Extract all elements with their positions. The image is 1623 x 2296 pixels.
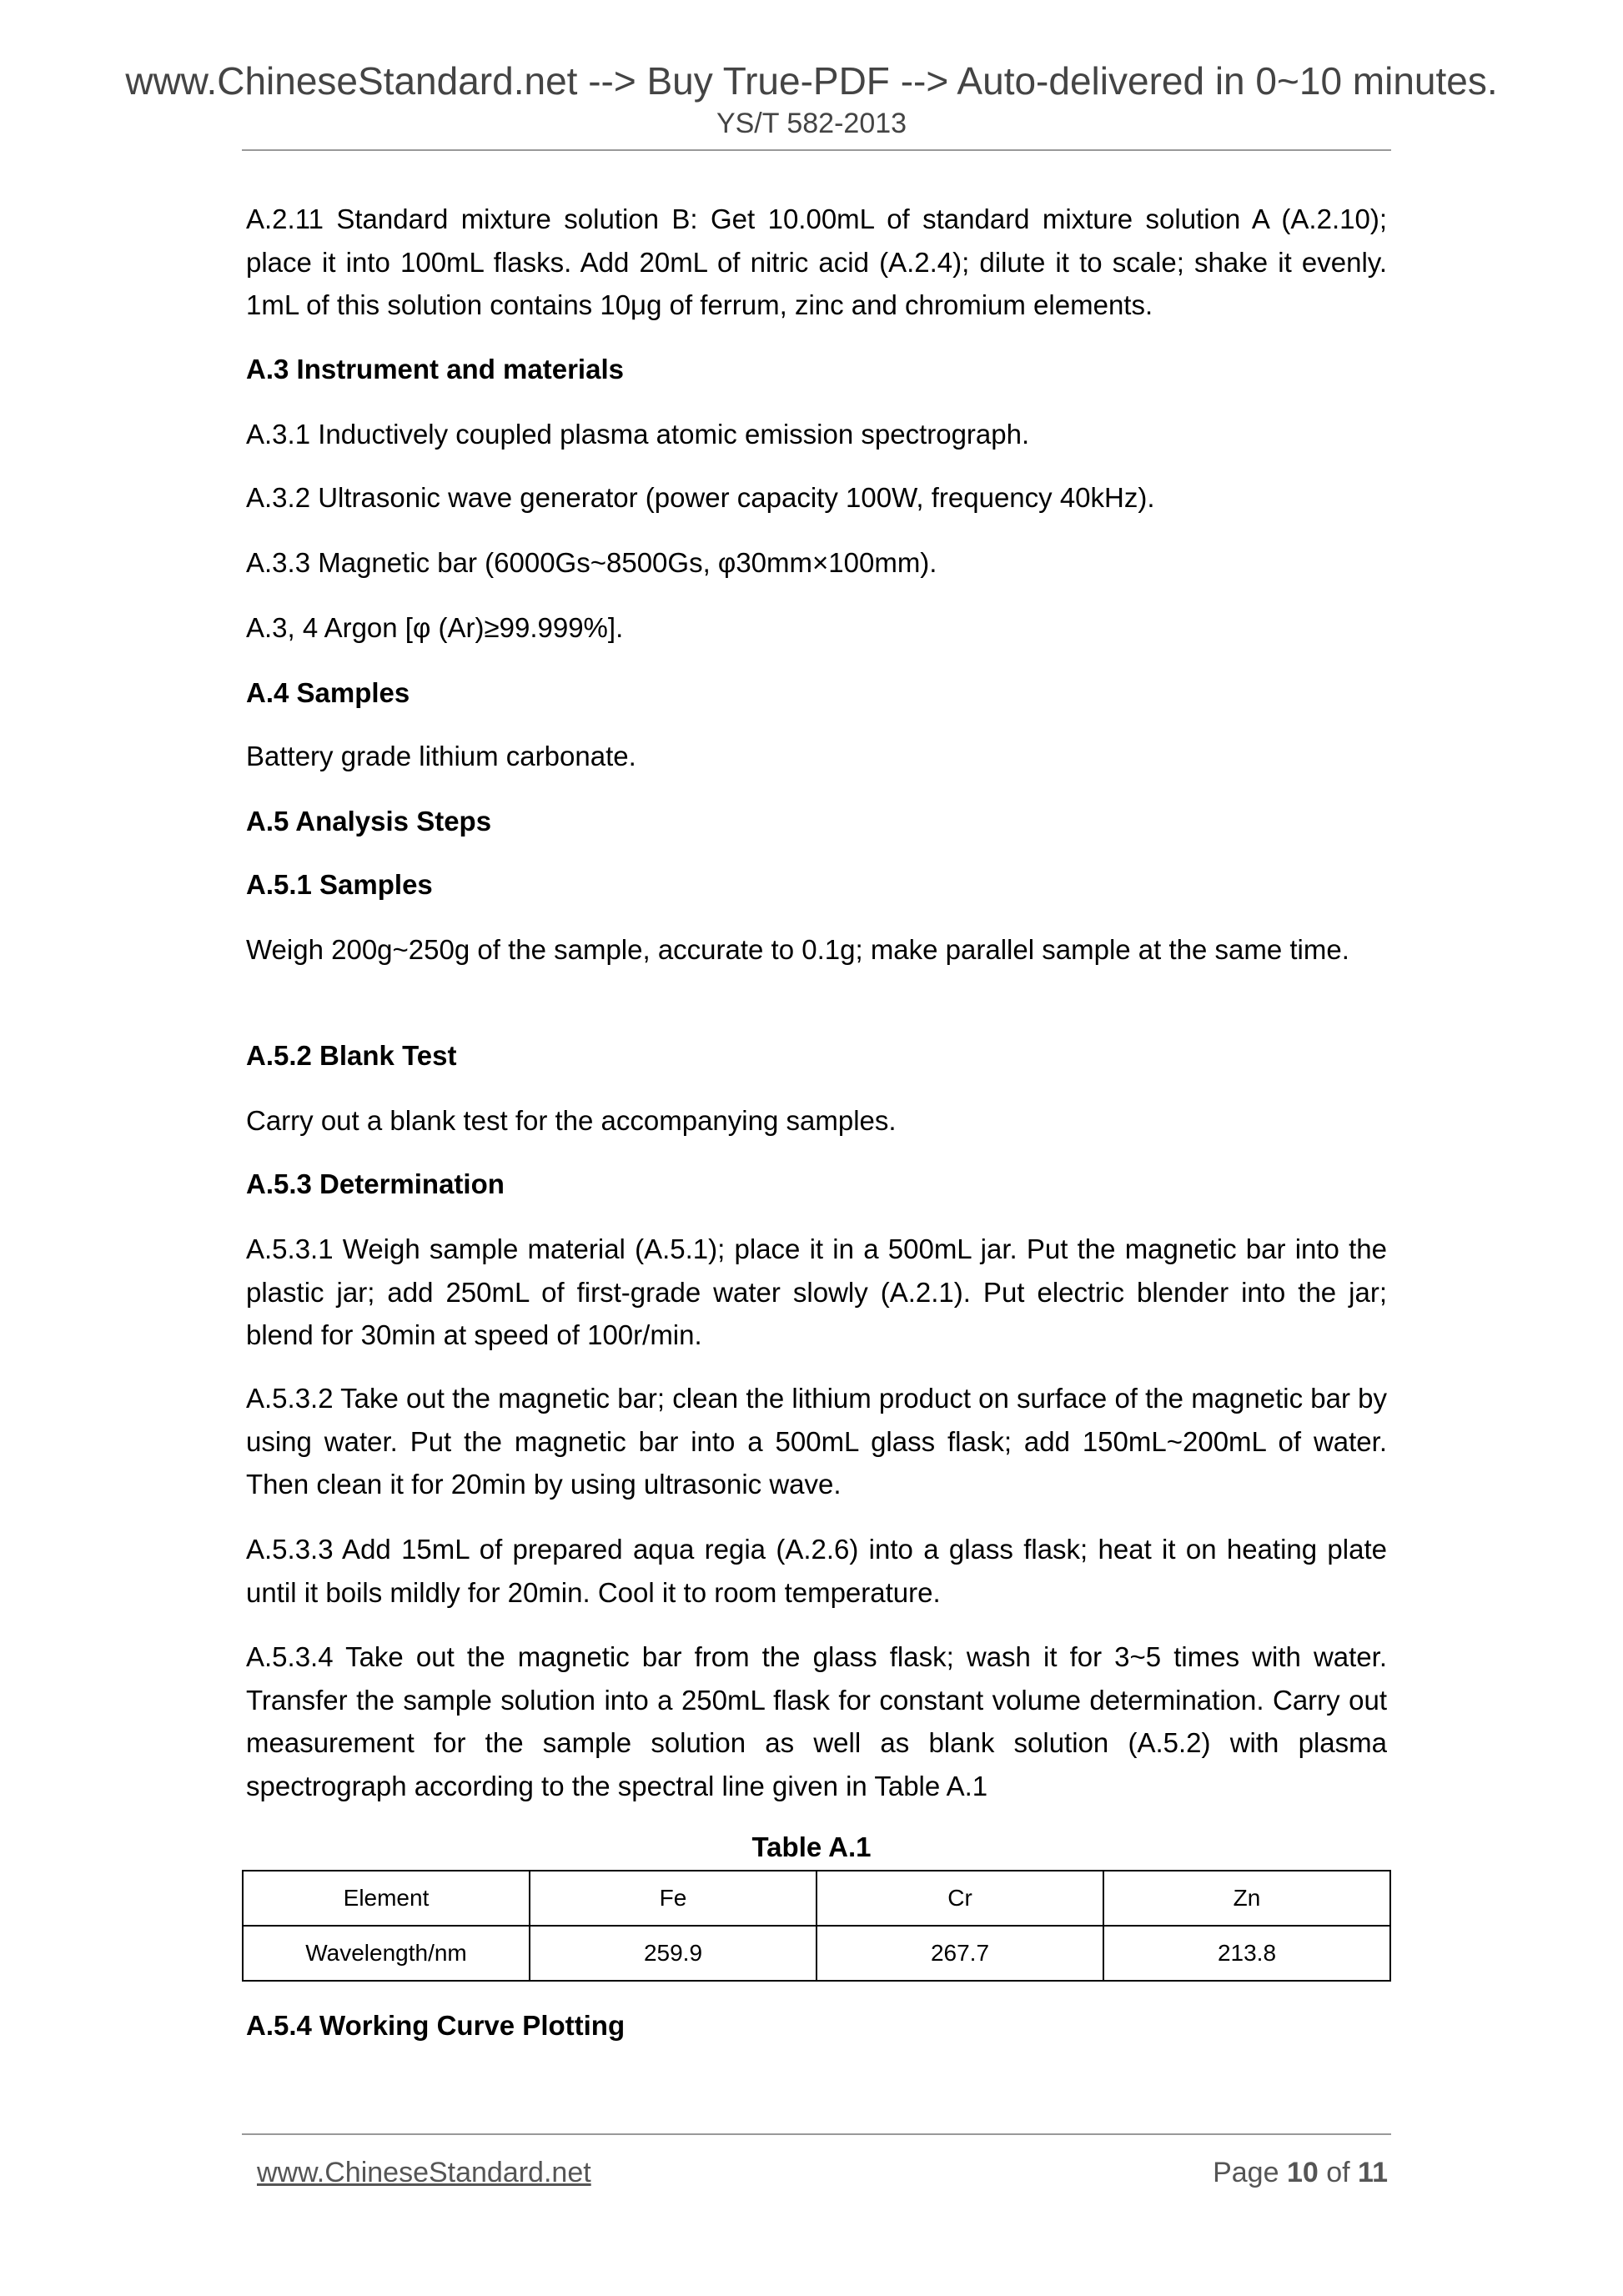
heading-a3: A.3 Instrument and materials [246, 354, 624, 384]
wavelength-table [242, 1870, 1391, 1982]
total-pages: 11 [1358, 2157, 1388, 2188]
table-cell: Element [243, 1871, 530, 1926]
heading-a4: A.4 Samples [246, 677, 410, 708]
paragraph-a4: Battery grade lithium carbonate. [246, 741, 636, 771]
heading-a5-3: A.5.3 Determination [246, 1168, 505, 1199]
footer-link[interactable]: www.ChineseStandard.net [257, 2157, 591, 2188]
page-of: of [1326, 2157, 1350, 2188]
table-cell: Zn [1103, 1871, 1390, 1926]
table-row [243, 1871, 1390, 1926]
document-id: YS/T 582-2013 [716, 108, 907, 139]
table-cell: 259.9 [530, 1926, 817, 1981]
paragraph-a5-3-1: A.5.3.1 Weigh sample material (A.5.1); place it in a 500mL jar. Put the magnetic bar into the plastic jar; add 250mL of first-grade water slowly (A.2.1). Put electric blender into the jar; blend for 30min at speed of 100r/min. [246, 1233, 1387, 1350]
current-page: 10 [1286, 2157, 1319, 2188]
paragraph-a5-3-3: A.5.3.3 Add 15mL of prepared aqua regia (A.2.6) into a glass flask; heat it on heating plate until it boils mildly for 20min. Cool it to room temperature. [246, 1534, 1387, 1608]
header-divider [242, 149, 1391, 151]
table-cell: Cr [817, 1871, 1103, 1926]
heading-a5: A.5 Analysis Steps [246, 806, 492, 837]
paragraph-a3-4: A.3, 4 Argon [φ (Ar)≥99.999%]. [246, 612, 624, 643]
paragraph-a2-11: A.2.11 Standard mixture solution B: Get 10.00mL of standard mixture solution A (A.2.10); place it into 100mL flasks. Add 20mL of nitric acid (A.2.4); dilute it to scale; shake it evenly. 1mL of this solution contains 10μg of ferrum, zinc and chromium elements. [246, 203, 1387, 320]
page-number [1213, 2157, 1388, 2189]
paragraph-a5-1: Weigh 200g~250g of the sample, accurate to 0.1g; make parallel sample at the same time. [246, 934, 1349, 965]
paragraph-a3-1: A.3.1 Inductively coupled plasma atomic emission spectrograph. [246, 419, 1030, 450]
table-cell: 267.7 [817, 1926, 1103, 1981]
table-cell: Fe [530, 1871, 817, 1926]
paragraph-a5-3-2: A.5.3.2 Take out the magnetic bar; clean the lithium product on surface of the magnetic bar by using water. Put the magnetic bar into a 500mL glass flask; add 150mL~200mL of water. Then clean it for 20min by using ultrasonic wave. [246, 1383, 1387, 1500]
table-cell: 213.8 [1103, 1926, 1390, 1981]
paragraph-a3-2: A.3.2 Ultrasonic wave generator (power capacity 100W, frequency 40kHz). [246, 482, 1155, 513]
table-row [243, 1926, 1390, 1981]
table-cell: Wavelength/nm [243, 1926, 530, 1981]
header-banner: www.ChineseStandard.net --> Buy True-PDF --> Auto-delivered in 0~10 minutes. [125, 59, 1498, 103]
heading-a5-1: A.5.1 Samples [246, 869, 433, 900]
heading-a5-2: A.5.2 Blank Test [246, 1040, 457, 1071]
page-prefix: Page [1213, 2157, 1279, 2188]
paragraph-a5-3-4: A.5.3.4 Take out the magnetic bar from the glass flask; wash it for 3~5 times with water. Transfer the sample solution into a 250mL flask for constant volume determination. Carry out measurement for the sample solution as well as blank solution (A.5.2) with plasma spectrograph according to the spectral line given in Table A.1 [246, 1641, 1387, 1801]
paragraph-a5-2: Carry out a blank test for the accompanying samples. [246, 1105, 897, 1136]
footer-divider [242, 2133, 1391, 2135]
heading-a5-4: A.5.4 Working Curve Plotting [246, 2010, 626, 2041]
paragraph-a3-3: A.3.3 Magnetic bar (6000Gs~8500Gs, φ30mm×100mm). [246, 547, 937, 578]
footer-link-wrap [257, 2157, 591, 2189]
table-caption: Table A.1 [751, 1831, 872, 1862]
